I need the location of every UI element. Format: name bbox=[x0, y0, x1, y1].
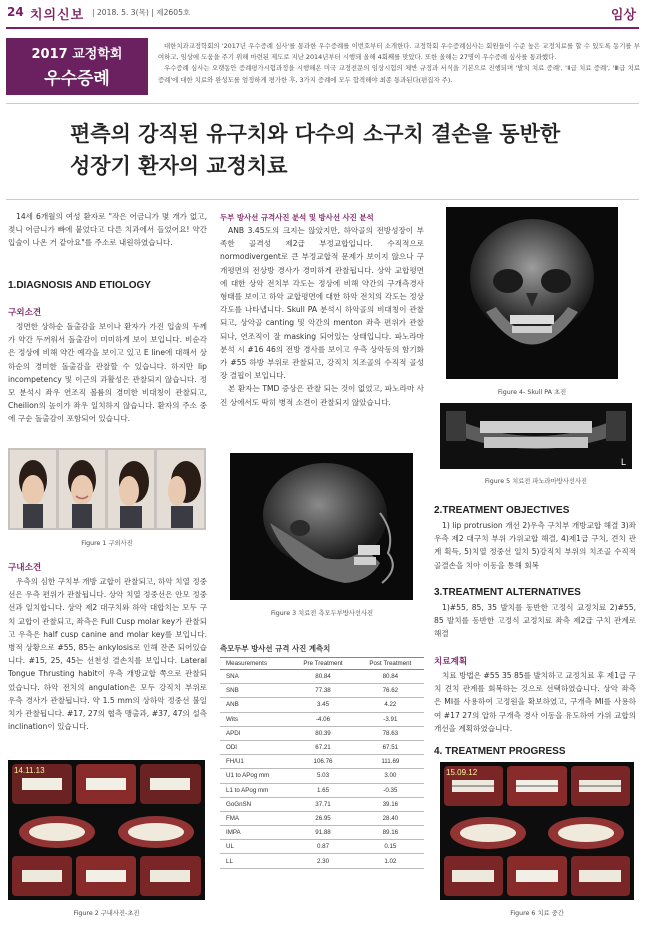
table-row bbox=[220, 826, 424, 840]
pre-treatment-value: 26.95 bbox=[289, 811, 356, 825]
measurement-name: LL bbox=[220, 854, 289, 868]
post-treatment-value: 3.00 bbox=[357, 769, 424, 783]
mid-treatment-illustration bbox=[440, 762, 634, 900]
table-row bbox=[220, 783, 424, 797]
figure-2-date: 14.11.13 bbox=[14, 766, 45, 775]
figure-4-caption: Figure 4- Skull PA 초진 bbox=[497, 389, 567, 396]
post-treatment-value: 1.02 bbox=[357, 854, 424, 868]
intro-paragraph: 대한치과교정학회의 '2017년 우수증례 심사'를 통과한 우수증례를 이번호부터 소개한다. 교정학회 우수증례심사는 회원들이 수준 높은 교정치료를 할 수 있도록 동기를 부여하고, 임상에 도움을 주기 위해 마련된 제도로 지난 2014년부터 시행돼 올해 4회째를 맞았다. 또한 올해는 27명이 우수증례 심사를 통과했다. bbox=[158, 42, 640, 62]
figure-4-skull-pa bbox=[446, 207, 618, 379]
panoramic-illustration bbox=[440, 403, 632, 469]
pre-treatment-value: 91.88 bbox=[289, 826, 356, 840]
post-treatment-value: 80.84 bbox=[357, 670, 424, 684]
measurement-name: U1 to APog mm bbox=[220, 769, 289, 783]
table-row bbox=[220, 797, 424, 811]
panoramic-side-marker: L bbox=[620, 457, 626, 467]
treatment-alternatives: 1)#55, 85, 35 발치를 동반한 고정식 교정치료 2)#55, 85 발치를 동반한 고정식 교정치료 좌측 제2급 구치 관계로 해결 bbox=[434, 603, 636, 639]
paper-name: 치의신보 bbox=[30, 8, 85, 23]
table-row bbox=[220, 712, 424, 726]
table-row bbox=[220, 740, 424, 754]
article-title bbox=[70, 118, 590, 182]
subheading-treatment-plan: 치료계획 bbox=[434, 657, 468, 667]
divider bbox=[6, 103, 639, 104]
intraoral-findings: 우측의 심한 구치부 개방 교합이 관찰되고, 하악 치열 정중선은 우측 편위가 관찰됩니다. 상악 치열 정중선은 안모 정중선과 일치합니다. 상악 제2 대구치와 하악 대합치는 모두 구치 교합이 관찰되고, 좌측은 Full Cusp molar key가 관찰되고 우측은 half cusp canine and molar key를 보입니다. 병적 상황으로 #55, 85는 ankylosis로 인해 잔존 되어있습니다. #15, 25, 45는 선천성 결손치를 보입니다. Lateral Tongue Thrusting habit이 우측 개방교합 쪽으로 관찰되었습니다. 하악 전치의 angulation은 모두 강직치 부위로 우측 경사가 관찰됩니다. 약 1.5 mm의 상하악 정중선 불일치가 관찰됩니다. #17, 27의 협측 맹출과, #37, 47의 설측 inclination이 있습니다. bbox=[8, 577, 207, 732]
page-number: 24 bbox=[7, 5, 24, 19]
figure-6-caption: Figure 6 치료 중간 bbox=[510, 910, 564, 917]
post-treatment-value: 89.16 bbox=[357, 826, 424, 840]
figure-6-mid-treatment bbox=[440, 762, 634, 900]
measurement-name: SNB bbox=[220, 684, 289, 698]
post-treatment-value: 78.63 bbox=[357, 726, 424, 740]
badge-line-2: 우수증례 bbox=[44, 69, 110, 89]
figure-5-panoramic bbox=[440, 403, 632, 469]
column-header: Post Treatment bbox=[357, 658, 424, 670]
badge-line-1: 2017 교정학회 bbox=[31, 47, 123, 62]
lateral-ceph-illustration bbox=[230, 453, 413, 600]
post-treatment-value: 28.40 bbox=[357, 811, 424, 825]
figure-3-caption: Figure 3 치료전 측모두부방사선사진 bbox=[270, 610, 374, 617]
table-header-row bbox=[220, 658, 424, 670]
title-line-1: 편측의 강직된 유구치와 다수의 소구치 결손을 동반한 bbox=[70, 121, 561, 146]
issue-date: | 2018. 5. 3(목) | 제2605호 bbox=[92, 8, 191, 17]
measurement-name: SNA bbox=[220, 670, 289, 684]
figure-3-lateral-ceph bbox=[230, 453, 413, 600]
series-badge bbox=[6, 38, 148, 95]
measurement-name: Wits bbox=[220, 712, 289, 726]
post-treatment-value: 76.62 bbox=[357, 684, 424, 698]
pre-treatment-value: 2.30 bbox=[289, 854, 356, 868]
table-row bbox=[220, 726, 424, 740]
title-line-2: 성장기 환자의 교정치료 bbox=[70, 153, 288, 178]
figure-2-intraoral-photos bbox=[8, 760, 205, 900]
measurement-name: APDI bbox=[220, 726, 289, 740]
measurement-name: L1 to APog mm bbox=[220, 783, 289, 797]
post-treatment-value: -3.91 bbox=[357, 712, 424, 726]
measurement-name: IMPA bbox=[220, 826, 289, 840]
subheading-intraoral: 구내소견 bbox=[8, 563, 42, 573]
measurement-name: ODI bbox=[220, 740, 289, 754]
post-treatment-value: 4.22 bbox=[357, 698, 424, 712]
pre-treatment-value: -4.06 bbox=[289, 712, 356, 726]
section-objectives: 2.TREATMENT OBJECTIVES bbox=[434, 505, 570, 516]
subheading-extraoral: 구외소견 bbox=[8, 308, 42, 318]
post-treatment-value: 67.51 bbox=[357, 740, 424, 754]
table-row bbox=[220, 755, 424, 769]
post-treatment-value: 111.69 bbox=[357, 755, 424, 769]
measurement-name: GoGnSN bbox=[220, 797, 289, 811]
figure-1-caption: Figure 1 구외사진 bbox=[81, 540, 133, 547]
table-row bbox=[220, 854, 424, 868]
figure-2-caption: Figure 2 구내사진-초진 bbox=[73, 910, 140, 917]
pre-treatment-value: 67.21 bbox=[289, 740, 356, 754]
pre-treatment-value: 3.45 bbox=[289, 698, 356, 712]
intraoral-photos-illustration bbox=[8, 760, 205, 900]
table-row bbox=[220, 670, 424, 684]
table-row bbox=[220, 684, 424, 698]
subheading-cephalometric: 두부 방사선 규격사진 분석 및 방사선 사진 분석 bbox=[220, 213, 374, 222]
pre-treatment-value: 80.84 bbox=[289, 670, 356, 684]
intro-paragraph: 우수증례 심사는 오랫동안 증례평가시험과정을 시행해온 미국 교정전문의 임상시험의 체반 규정과 서식을 기본으로 진행되며 '발치 치료 증례', 'Ⅱ급 치료 증례', 'Ⅲ급 치료 증례'에 대한 치료와 완성도를 엄정하게 평가한 후, 3가지 증례에 모두 합격해야 최종 통과된다(편집자 주). bbox=[158, 64, 640, 84]
measurement-name: FMA bbox=[220, 811, 289, 825]
column-header: Pre Treatment bbox=[289, 658, 356, 670]
post-treatment-value: -0.35 bbox=[357, 783, 424, 797]
masthead-rule bbox=[6, 27, 639, 29]
table-row bbox=[220, 811, 424, 825]
section-name: 임상 bbox=[610, 8, 636, 23]
pre-treatment-value: 77.38 bbox=[289, 684, 356, 698]
pre-treatment-value: 0.87 bbox=[289, 840, 356, 854]
treatment-objectives: 1) lip protrusion 개선 2)우측 구치부 개방교합 해결 3)좌우측 제2 대구치 부위 가위교합 해결, 4)제1급 구치, 견치 관계 획득, 5)치열 정중선 일치 5)강직치 부위의 치조골 수직적 골결손을 치아 이동을 통해 회복 bbox=[434, 521, 636, 570]
extraoral-findings: 정면한 상하순 돌출감을 보이나 환자가 가진 입술의 두께가 약간 두꺼워서 돌출감이 미미하게 보이 보입니다. 비순각은 정상에 비해 약간 예각을 보이고 있고 E line에 대해서 상하순의 경미한 돌출감을 관찰할 수 있습니다. 하지만 lip incompetency 및 이근의 과활성은 관찰되지 않습니다. 정모 분석시 좌우 연조직 볼륨의 경미한 비대칭이 관찰되고, Cheilion의 높이가 좌우 일치하지 않습니다. 환자의 주소 중에 구순 돌출감이 포함되어 있습니다. bbox=[8, 322, 207, 424]
cephalometric-table bbox=[220, 657, 424, 869]
section-diagnosis: 1.DIAGNOSIS AND ETIOLOGY bbox=[8, 280, 151, 291]
treatment-plan: 치료 방법은 #55 35 85를 발치하고 교정치료 후 제1급 구치 견치 관계를 회복하는 것으로 선택하였습니다. 상악 좌측은 MI를 사용하여 고정원을 확보하였고, 구개측 MI를 사용하여 #17 27의 압하 구개측 경사 이동을 유도하여 가위 교합의 개선을 계획하였습니다. bbox=[434, 671, 636, 733]
cephalometric-analysis: ANB 3.45도의 크지는 않았지만, 하악골의 전방성장이 부족한 골격성 제2급 부정교합입니다. 수직적으로 normodivergent로 큰 부정교합적 문제가 보이지 않으나 구개평면의 전상방 경사가 경미하게 관찰됩니다. 상악 교합평면에 대한 상악 전치부 각도는 정상에 비해 약간의 구개측경사 형태를 보이고 하악 교합평면에 대한 하악 전치의 각도는 정상 각도를 나타냅니다. Skull PA 분석시 하악골의 비대칭이 관찰되고, 상악골 canting 및 악간의 menton 좌측 편위가 관찰되나, 연조직이 잘 masking 되어있는 상태입니다. 파노라마 분석 시 #16 46의 전방 경사를 보이고 우측 상악동의 함기화가 #55 하방 부위로 관찰되고, 강직치 치조골의 수직적 골성장 결핍이 보입니다. 본 환자는 TMD 증상은 관찰 되는 것이 없었고, 파노라마 사진 상에서도 딱히 병적 소견이 관찰되지 않았습니다. bbox=[220, 226, 424, 407]
table-title: 측모두부 방사선 규격 사진 계측치 bbox=[220, 644, 331, 653]
pre-treatment-value: 106.76 bbox=[289, 755, 356, 769]
editor-intro bbox=[158, 41, 640, 86]
section-progress: 4. TREATMENT PROGRESS bbox=[434, 746, 566, 757]
skull-pa-illustration bbox=[446, 207, 618, 379]
measurement-name: ANB bbox=[220, 698, 289, 712]
figure-6-date: 15.09.12 bbox=[446, 768, 478, 777]
column-header: Measurements bbox=[220, 658, 289, 670]
measurement-name: UL bbox=[220, 840, 289, 854]
table-row bbox=[220, 769, 424, 783]
post-treatment-value: 39.16 bbox=[357, 797, 424, 811]
figure-1-extraoral-photos bbox=[8, 448, 206, 530]
pre-treatment-value: 5.03 bbox=[289, 769, 356, 783]
table-row bbox=[220, 698, 424, 712]
figure-5-caption: Figure 5 치료전 파노라마방사선사진 bbox=[484, 478, 588, 485]
opening-paragraph: 14세 6개월의 여성 환자로 "작은 어금니가 몇 개가 없고, 젖니 어금니가 빠에 붙었다고 다른 치과에서 들었어요! 약간 입술이 나온 거 같아요"를 주소로 내원하였습니다. bbox=[8, 212, 207, 248]
post-treatment-value: 0.15 bbox=[357, 840, 424, 854]
divider bbox=[6, 199, 639, 200]
section-alternatives: 3.TREATMENT ALTERNATIVES bbox=[434, 587, 581, 598]
measurement-name: FH/U1 bbox=[220, 755, 289, 769]
pre-treatment-value: 37.71 bbox=[289, 797, 356, 811]
face-photos-illustration bbox=[8, 448, 206, 530]
masthead bbox=[0, 0, 645, 32]
pre-treatment-value: 1.65 bbox=[289, 783, 356, 797]
table-row bbox=[220, 840, 424, 854]
pre-treatment-value: 80.39 bbox=[289, 726, 356, 740]
